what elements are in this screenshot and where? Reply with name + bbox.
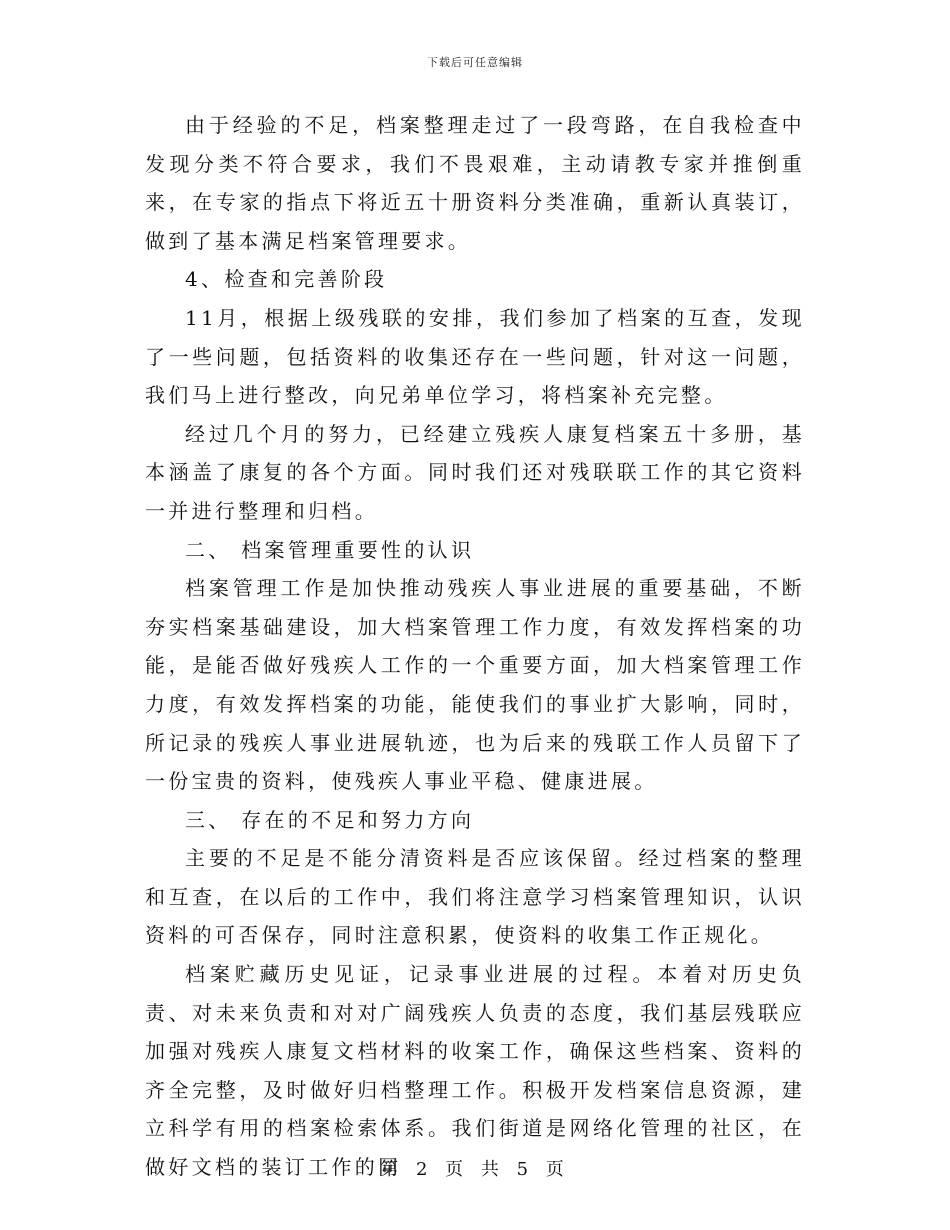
section-heading-importance: 二、 档案管理重要性的认识 — [185, 537, 475, 562]
paragraph-mutual-inspection: 11月，根据上级残联的安排，我们参加了档案的互查，发现了一些问题，包括资料的收集还存在一些问题，针对这一问题，我们马上进行整改，向兄弟单位学习，将档案补充完整。 — [145, 305, 805, 408]
paragraph-archive-detour: 由于经验的不足，档案整理走过了一段弯路，在自我检查中发现分类不符合要求，我们不畏艰难，主动请教专家并推倒重来，在专家的指点下将近五十册资料分类准确，重新认真装订，做到了基本满足档案管理要求。 — [145, 113, 805, 253]
page-header-note: 下载后可任意编辑 — [427, 56, 523, 69]
paragraph-importance: 档案管理工作是加快推动残疾人事业进展的重要基础，不断夯实档案基础建设，加大档案管理工作力度，有效发挥档案的功能，是能否做好残疾人工作的一个重要方面，加大档案管理工作力度，有效发挥档案的功能，能使我们的事业扩大影响，同时，所记录的残疾人事业进展轨迹，也为后来的残联工作人员留下了一份宝贵的资料，使残疾人事业平稳、健康进展。 — [145, 576, 805, 794]
paragraph-months-of-effort: 经过几个月的努力，已经建立残疾人康复档案五十多册，基本涵盖了康复的各个方面。同时我们还对残联联工作的其它资料一并进行整理和归档。 — [145, 421, 805, 523]
paragraph-shortcomings: 主要的不足是不能分清资料是否应该保留。经过档案的整理和互查，在以后的工作中，我们将注意学习档案管理知识，认识资料的可否保存，同时注意积累，使资料的收集工作正规化。 — [145, 846, 805, 948]
section-heading-shortcomings: 三、 存在的不足和努力方向 — [185, 807, 475, 832]
subheading-inspection-stage: 4、检查和完善阶段 — [185, 267, 388, 292]
document-body — [145, 106, 805, 1187]
paragraph-archive-history: 档案贮藏历史见证，记录事业进展的过程。本着对历史负责、对未来负责和对对广阔残疾人负责的态度，我们基层残联应加强对残疾人康复文档材料的收案工作，确保这些档案、资料的齐全完整，及时做好归档整理工作。积极开发档案信息资源，建立科学有用的档案检索体系。我们街道是网络化管理的社区，在做好文档的装订工作的同 — [145, 962, 805, 1180]
page-number: 第 2 页 共 5 页 — [380, 1159, 570, 1180]
